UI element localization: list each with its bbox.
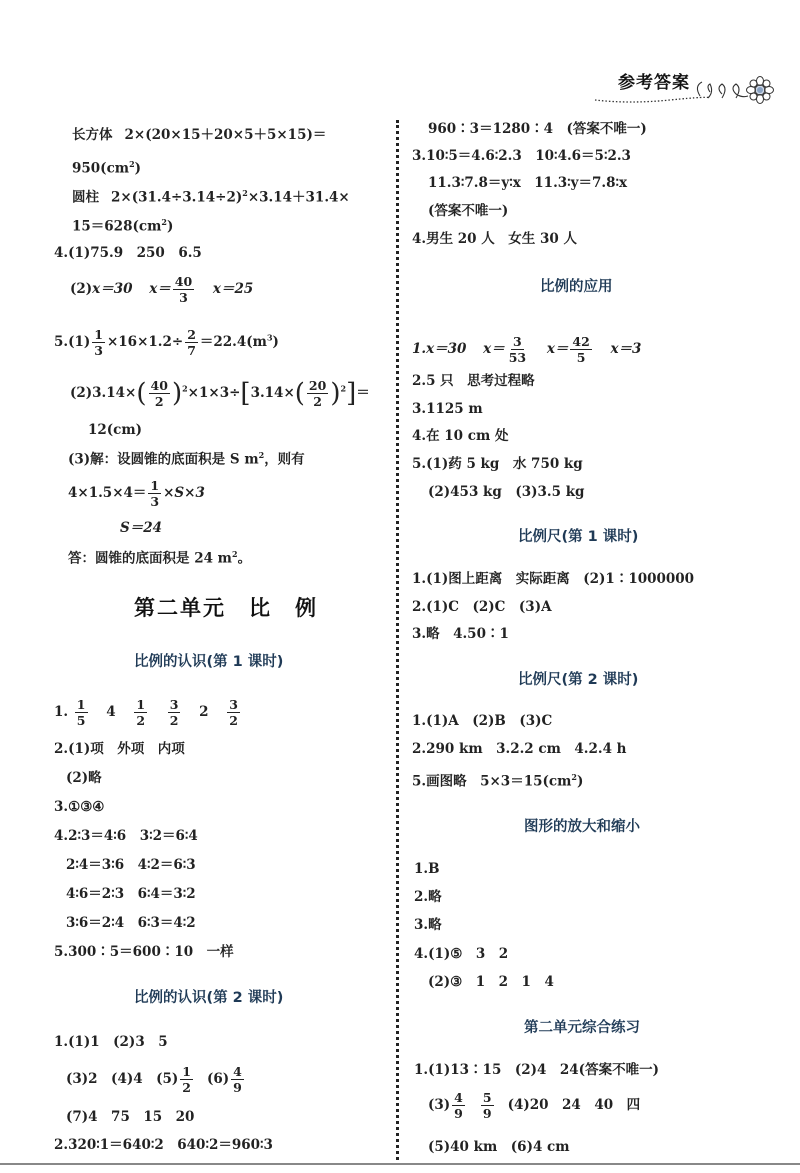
sec1-q1 [54,697,242,728]
sup: 3 [266,332,273,343]
num: 4 [454,1090,463,1105]
fraction [180,1064,193,1095]
q5-3-equation [68,478,205,509]
sup: 2 [161,217,167,227]
fraction [307,378,328,409]
eq-c: x＝ [546,341,569,357]
q5-3-solution: S＝24 [120,520,163,536]
section-title-6: 图形的放大和缩小 [524,819,640,835]
fraction [75,697,88,728]
intro-tail: ，则有 [264,451,305,468]
sec3-q5-1: 5.(1)药 5 kg 水 750 kg [412,456,583,472]
prefix: 5.(1) [54,334,91,350]
sec6-q1: 1.B [414,861,440,877]
sec3-q1 [412,334,641,365]
prefix: (2)3.14× [70,385,137,401]
eq-right: ×S×3 [163,485,205,501]
eq-a: x＝30 [92,281,133,297]
prefix: 1. [54,704,69,720]
sec1-q5: 5.300∶5＝600∶10 一样 [54,944,234,960]
sec6-q4-2: (2)③ 1 2 1 4 [428,974,554,990]
cylinder-expr: 2×(31.4÷3.14÷2) [111,189,243,206]
fraction [227,697,240,728]
q5-2: (2)3.14×( $\frac{40}{2}$ )$^2$×1×3÷[3.14×( $\frac{20}{2}$ )$^2$]＝ [70,378,370,409]
num: 1 [76,697,86,712]
sec7-q1-3: (5)40 km (6)4 cm [428,1139,570,1155]
num: 1 [182,1064,191,1079]
sec3-q2: 2.5 只 思考过程略 [412,373,535,389]
sec1-q4-line: 3∶6＝2∶4 6∶3＝4∶2 [66,915,196,931]
plain: 2 [199,704,209,720]
page-header [590,60,790,110]
num: 40 [150,378,168,393]
q3-3: (答案不唯一) [428,203,509,219]
sec1-q4-line: 2∶4＝3∶6 4∶2＝6∶3 [66,857,196,873]
sec7-q1-1: 1.(1)13∶15 (2)4 24(答案不唯一) [414,1062,659,1078]
den: 3 [179,290,188,305]
fraction [149,378,170,409]
fraction [452,1090,465,1121]
den: 5 [576,350,586,365]
eq-d: x＝3 [610,341,642,357]
sec2-q2: 2.320∶1＝640∶2 640∶2＝960∶3 [54,1137,273,1153]
section-title-4: 比例尺(第 1 课时) [518,529,639,545]
q5-3-intro [68,446,305,469]
page-title: 参考答案 [618,73,690,93]
q4: 4.男生 20 人 女生 30 人 [412,231,577,247]
inner: 3.14× [250,385,295,401]
sec2-q1-3: (7)4 75 15 20 [66,1109,195,1125]
num: 3 [229,697,238,712]
fraction [231,1064,244,1095]
cuboid-line [72,126,326,144]
num: 3 [169,697,179,712]
sup: 2 [129,159,135,169]
den: 2 [182,1080,191,1095]
text: 5.画图略 5×3＝15(cm [412,773,572,790]
mid: ×1×3÷ [187,385,241,401]
sec7-q1-2 [428,1090,640,1121]
sup: 2 [571,772,577,782]
section-title-1: 比例的认识(第 1 课时) [134,654,284,670]
sec4-q2: 2.(1)C (2)C (3)A [412,599,552,615]
den: 5 [76,713,86,728]
eq-b: x＝ [149,281,171,297]
q4-1: 4.(1)75.9 250 6.5 [54,245,202,261]
fraction [168,697,181,728]
cylinder-result-text: 15＝628(cm [72,218,162,235]
sec3-q4: 4.在 10 cm 处 [412,428,509,444]
answer-tail: 。 [237,550,252,567]
num: 1 [136,697,146,712]
den: 3 [150,494,160,509]
cuboid-result-text: 950(cm [72,160,130,177]
eq-a: 1.x＝30 [412,341,467,357]
sec4-q1: 1.(1)图上距离 实际距离 (2)1∶1000000 [412,571,695,587]
sec6-q4-1: 4.(1)⑤ 3 2 [414,946,509,962]
sec1-q3: 3.①③④ [54,799,105,815]
section-title-7: 第二单元综合练习 [524,1020,640,1036]
cuboid-expr: 2×(20×15＋20×5＋5×15)＝ [124,127,327,143]
sec5-q5: 5.画图略 $5\times 3=15(cm^2)$ [412,772,584,790]
sec6-q2: 2.略 [414,889,442,905]
num: 20 [308,378,327,393]
eq-b: x＝ [483,341,505,357]
sup: 2 [258,450,265,460]
eq: ＝ [356,385,370,401]
sup: 2 [340,383,347,394]
mid: ×16×1.2÷ [106,334,184,350]
q4-2 [70,274,253,305]
sec2-q1-2 [66,1064,246,1095]
sec1-q2-1: 2.(1)项 外项 内项 [54,741,185,757]
sec5-q2: 2.290 km 3.2.2 cm 4.2.4 h [412,741,627,757]
tail: (4)20 24 40 四 [507,1097,641,1113]
plain: 4 [106,704,116,720]
den: 7 [187,343,196,358]
q3-2: 11.3∶7.8＝y∶x 11.3∶y＝7.8∶x [428,175,628,191]
den: 53 [508,350,527,365]
q5-1: 5.(1) $\frac{1}{3}$ ×16×1.2÷ $\frac{2}{7}$ $=22.4(m^3)$ [54,327,279,358]
num: 3 [513,334,522,349]
den: 2 [313,394,322,409]
column-divider [396,120,399,1160]
sec4-q3: 3.略 4.50∶1 [412,626,509,642]
cuboid-result: $950(cm^2)$ [72,159,142,177]
fraction [173,274,194,305]
den: 2 [229,713,238,728]
cylinder-expr-tail: ×3.14＋31.4× [247,189,350,206]
sec1-q2-2: (2)略 [66,770,102,786]
den: 9 [233,1080,242,1095]
prefix: (3) [428,1097,451,1113]
sup: 2 [242,188,248,198]
num: 1 [150,478,160,493]
den: 3 [94,343,103,358]
fraction [481,1090,494,1121]
num: 2 [187,327,196,342]
cylinder-label: 圆柱 [72,189,99,206]
den: 9 [482,1106,492,1121]
sec1-q4-line: 4.2∶3＝4∶6 3∶2＝6∶4 [54,828,198,844]
sec3-q5-2: (2)453 kg (3)3.5 kg [428,484,585,500]
answer: 答：圆锥的底面积是 24 m [68,550,232,567]
result: ＝22.4(m [199,334,267,350]
sec3-q3: 3.1125 m [412,401,483,417]
q5-3-answer [68,545,251,568]
fraction [148,478,161,509]
num: 4 [233,1064,242,1079]
section-title-2: 比例的认识(第 2 课时) [134,990,284,1006]
num: 42 [572,334,590,349]
intro: (3)解：设圆锥的底面积是 S m [68,451,259,468]
sup: 2 [231,549,238,559]
num: 1 [94,327,103,342]
cylinder-result: $15=628(cm^2)$ [72,217,174,235]
fraction [570,334,591,365]
sec2-q1-1: 1.(1)1 (2)3 5 [54,1034,168,1050]
section-title-3: 比例的应用 [540,279,613,295]
fraction [92,327,105,358]
unit-title: 第二单元 比 例 [134,595,318,620]
den: 2 [136,713,146,728]
cylinder-line [72,184,350,207]
prefix: (2) [70,281,93,297]
cont-line: 960∶3＝1280∶4 (答案不唯一) [428,121,647,137]
sec5-q1: 1.(1)A (2)B (3)C [412,713,553,729]
sec6-q3: 3.略 [414,917,442,933]
eq-left: 4×1.5×4＝ [68,485,147,501]
q3-1: 3.10∶5＝4.6∶2.3 10∶4.6＝5∶2.3 [412,148,631,164]
eq-c: x＝25 [212,281,254,297]
fraction [134,697,147,728]
den: 2 [169,713,179,728]
bottom-rule [0,1163,800,1165]
prefix: (3)2 (4)4 (5) [66,1071,179,1087]
sec1-q4-line: 4∶6＝2∶3 6∶4＝3∶2 [66,886,196,902]
section-title-5: 比例尺(第 2 课时) [518,672,639,688]
den: 9 [454,1106,463,1121]
den: 2 [154,394,164,409]
num: 40 [174,274,193,289]
fraction [185,327,198,358]
num: 5 [482,1090,492,1105]
mid: (6) [207,1071,230,1087]
fraction [507,334,528,365]
cuboid-label: 长方体 [72,127,113,143]
sup: 2 [182,383,188,394]
q5-2-result: 12(cm) [88,422,143,438]
